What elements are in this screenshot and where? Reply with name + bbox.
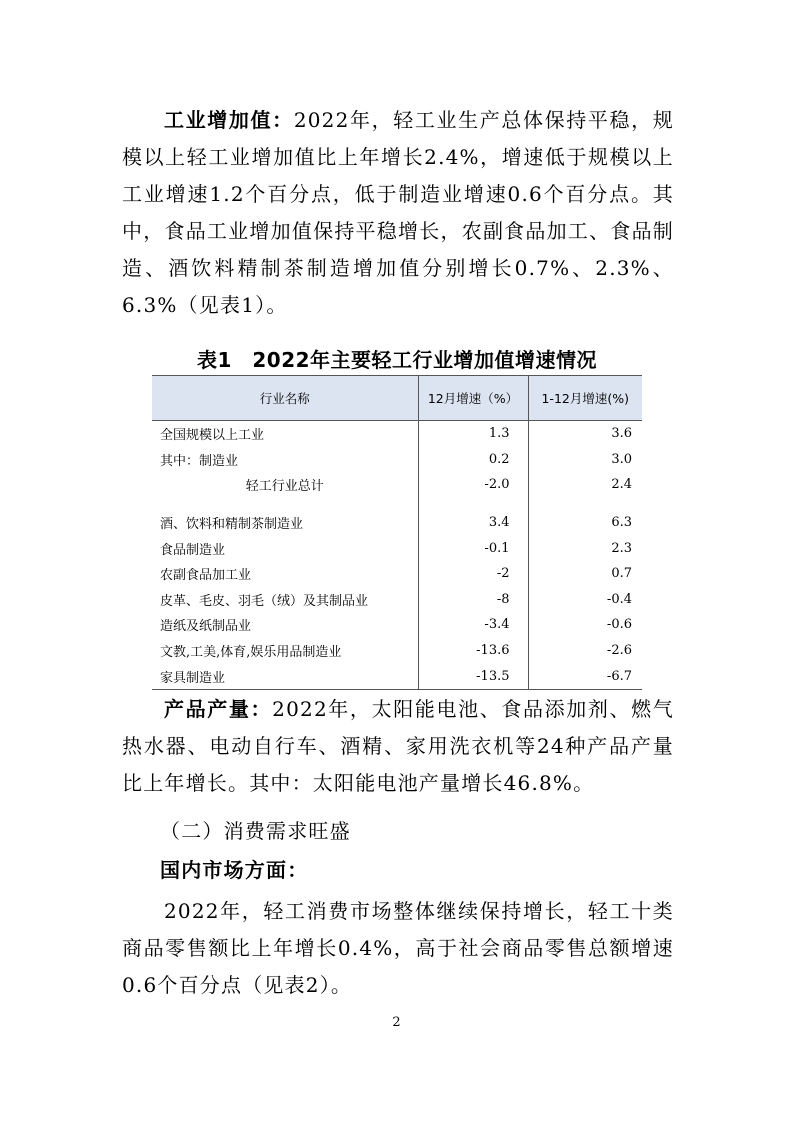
industry-name: 文教,工美,体育,娱乐用品制造业 (160, 645, 342, 661)
table-row (152, 612, 642, 638)
dec-growth: 0.2 (418, 447, 528, 473)
industry-name: 其中：制造业 (160, 453, 239, 469)
table-row (152, 510, 642, 536)
page-number: 2 (392, 1015, 401, 1030)
table-row (152, 561, 642, 587)
paragraph-product-output (122, 691, 674, 802)
subheading-domestic-market: 国内市场方面： (160, 858, 309, 882)
paragraph-lead: 工业增加值： (164, 108, 294, 132)
table-row (152, 663, 642, 689)
industry-name: 造纸及纸制品业 (160, 619, 252, 635)
table-header-row (152, 376, 642, 421)
dec-growth: 3.4 (418, 510, 528, 536)
table-row (152, 447, 642, 473)
industry-name: 食品制造业 (160, 542, 226, 558)
table-row (152, 587, 642, 613)
industry-name: 酒、饮料和精制茶制造业 (160, 517, 304, 533)
table-row (152, 535, 642, 561)
header-ytd-growth: 1-12月增速(%) (528, 376, 642, 421)
dec-growth: -8 (418, 587, 528, 613)
header-industry-name: 行业名称 (152, 376, 418, 421)
table-spacer-row (152, 498, 642, 510)
industry-name: 农副食品加工业 (160, 568, 252, 584)
ytd-growth: 3.6 (528, 421, 642, 447)
ytd-growth: 3.0 (528, 447, 642, 473)
table-row (152, 472, 642, 498)
table-row (152, 638, 642, 664)
dec-growth: 1.3 (418, 421, 528, 447)
growth-table (152, 375, 642, 690)
industry-name: 轻工行业总计 (245, 479, 324, 495)
header-dec-growth: 12月增速（%） (418, 376, 528, 421)
ytd-growth: -6.7 (528, 663, 642, 689)
ytd-growth: 6.3 (528, 510, 642, 536)
industry-name: 皮革、毛皮、羽毛（绒）及其制品业 (160, 593, 369, 609)
industry-name: 家具制造业 (152, 663, 418, 689)
paragraph-text: 2022年，太阳能电池、食品添加剂、燃气热水器、电动自行车、酒精、家用洗衣机等24种产品产量比上年增长。其中：太阳能电池产量增长46.8%。 (122, 697, 674, 795)
dec-growth: -13.6 (418, 638, 528, 664)
industry-name: 全国规模以上工业 (160, 428, 265, 444)
table-title: 表1 2022年主要轻工行业增加值增速情况 (196, 348, 598, 372)
table-row (152, 421, 642, 447)
paragraph-text: 2022年，轻工业生产总体保持平稳，规模以上轻工业增加值比上年增长2.4%，增速低于规模以上工业增速1.2个百分点，低于制造业增速0.6个百分点。其中，食品工业增加值保持平稳增长，农副食品加工、食品制造、酒饮料精制茶制造增加值分别增长0.7%、2.3%、6.3%（见表1）。 (122, 108, 675, 317)
ytd-growth: 0.7 (528, 561, 642, 587)
ytd-growth: -0.6 (528, 612, 642, 638)
paragraph-domestic-market: 2022年，轻工消费市场整体继续保持增长，轻工十类商品零售额比上年增长0.4%，高于社会商品零售总额增速0.6个百分点（见表2）。 (122, 899, 674, 997)
dec-growth: -3.4 (418, 612, 528, 638)
paragraph-industrial-value (122, 102, 674, 324)
ytd-growth: -2.6 (528, 638, 642, 664)
section-heading: （二）消费需求旺盛 (160, 819, 351, 843)
ytd-growth: 2.3 (528, 535, 642, 561)
paragraph-lead: 产品产量： (164, 697, 273, 721)
ytd-growth: 2.4 (528, 472, 642, 498)
dec-growth: -2.0 (418, 472, 528, 498)
dec-growth: -2 (418, 561, 528, 587)
dec-growth: -0.1 (418, 535, 528, 561)
ytd-growth: -0.4 (528, 587, 642, 613)
dec-growth: -13.5 (418, 663, 528, 689)
